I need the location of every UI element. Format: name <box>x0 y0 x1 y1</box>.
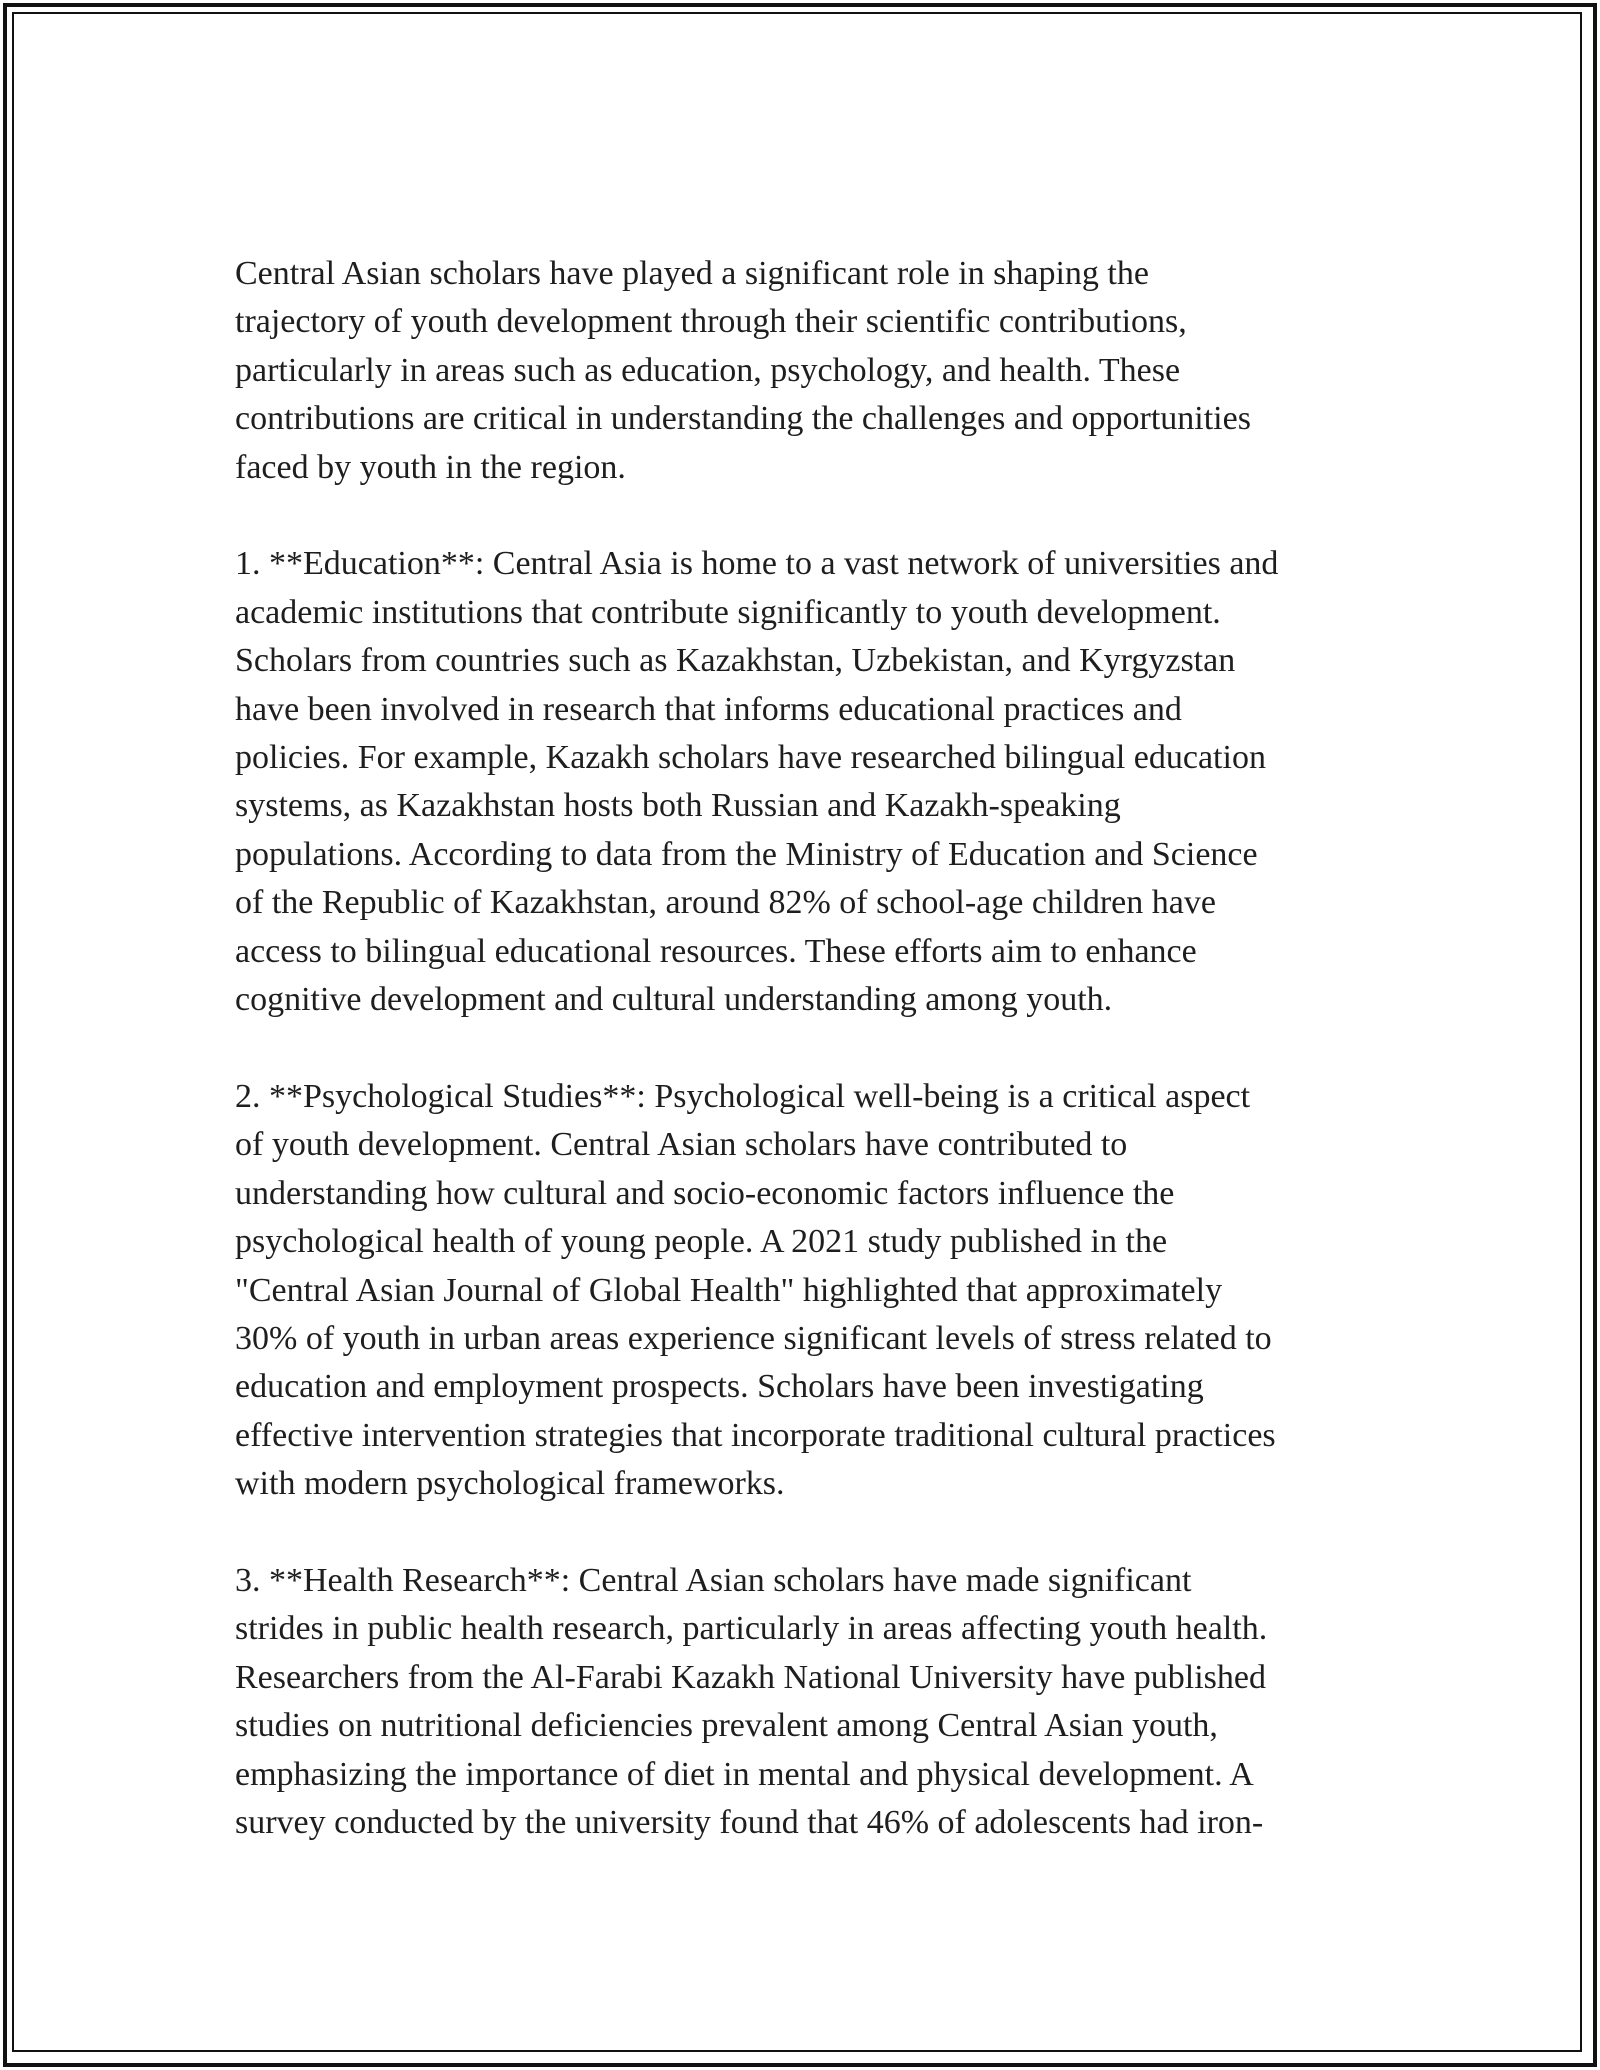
text-line: faced by youth in the region. <box>235 448 626 486</box>
text-line: of the Republic of Kazakhstan, around 82% of school-age children have <box>235 884 1216 922</box>
text-line: "Central Asian Journal of Global Health" highlighted that approximately <box>235 1271 1223 1309</box>
text-line: systems, as Kazakhstan hosts both Russian and Kazakh-speaking <box>235 787 1121 825</box>
text-line: Central Asian scholars have played a significant role in shaping the <box>235 255 1149 292</box>
text-line: emphasizing the importance of diet in mental and physical development. A <box>235 1755 1254 1793</box>
text-line: education and employment prospects. Scholars have been investigating <box>235 1368 1204 1406</box>
text-line: cognitive development and cultural understanding among youth. <box>235 981 1113 1019</box>
text-line: Scholars from countries such as Kazakhstan, Uzbekistan, and Kyrgyzstan <box>235 642 1236 680</box>
text-line: effective intervention strategies that incorporate traditional cultural practices <box>235 1416 1276 1454</box>
text-line: populations. According to data from the Ministry of Education and Science <box>235 835 1258 873</box>
text-line: 1. **Education**: Central Asia is home to a vast network of universities and <box>235 545 1279 583</box>
paragraph-psychological-studies <box>235 1073 1385 1509</box>
paragraph-health-research <box>235 1557 1385 1847</box>
paragraph-intro <box>235 250 1385 492</box>
text-line: have been involved in research that informs educational practices and <box>235 690 1182 728</box>
text-line: survey conducted by the university found that 46% of adolescents had iron- <box>235 1803 1264 1841</box>
text-line: trajectory of youth development through their scientific contributions, <box>235 303 1187 341</box>
text-line: academic institutions that contribute significantly to youth development. <box>235 593 1221 631</box>
text-line: with modern psychological frameworks. <box>235 1465 785 1503</box>
paragraph-education <box>235 540 1385 1024</box>
document-body <box>235 250 1385 1847</box>
text-line: studies on nutritional deficiencies prevalent among Central Asian youth, <box>235 1707 1218 1745</box>
text-line: strides in public health research, particularly in areas affecting youth health. <box>235 1610 1268 1648</box>
text-line: policies. For example, Kazakh scholars have researched bilingual education <box>235 739 1266 777</box>
text-line: 2. **Psychological Studies**: Psychological well-being is a critical aspect <box>235 1077 1251 1115</box>
text-line: 3. **Health Research**: Central Asian scholars have made significant <box>235 1561 1192 1599</box>
text-line: access to bilingual educational resources. These efforts aim to enhance <box>235 932 1197 970</box>
text-line: of youth development. Central Asian scholars have contributed to <box>235 1126 1128 1164</box>
text-line: understanding how cultural and socio-economic factors influence the <box>235 1174 1175 1212</box>
text-line: 30% of youth in urban areas experience significant levels of stress related to <box>235 1319 1272 1357</box>
text-line: Researchers from the Al-Farabi Kazakh National University have published <box>235 1658 1267 1696</box>
text-line: psychological health of young people. A 2021 study published in the <box>235 1223 1168 1261</box>
text-line: particularly in areas such as education, psychology, and health. These <box>235 351 1181 389</box>
text-line: contributions are critical in understanding the challenges and opportunities <box>235 400 1251 438</box>
